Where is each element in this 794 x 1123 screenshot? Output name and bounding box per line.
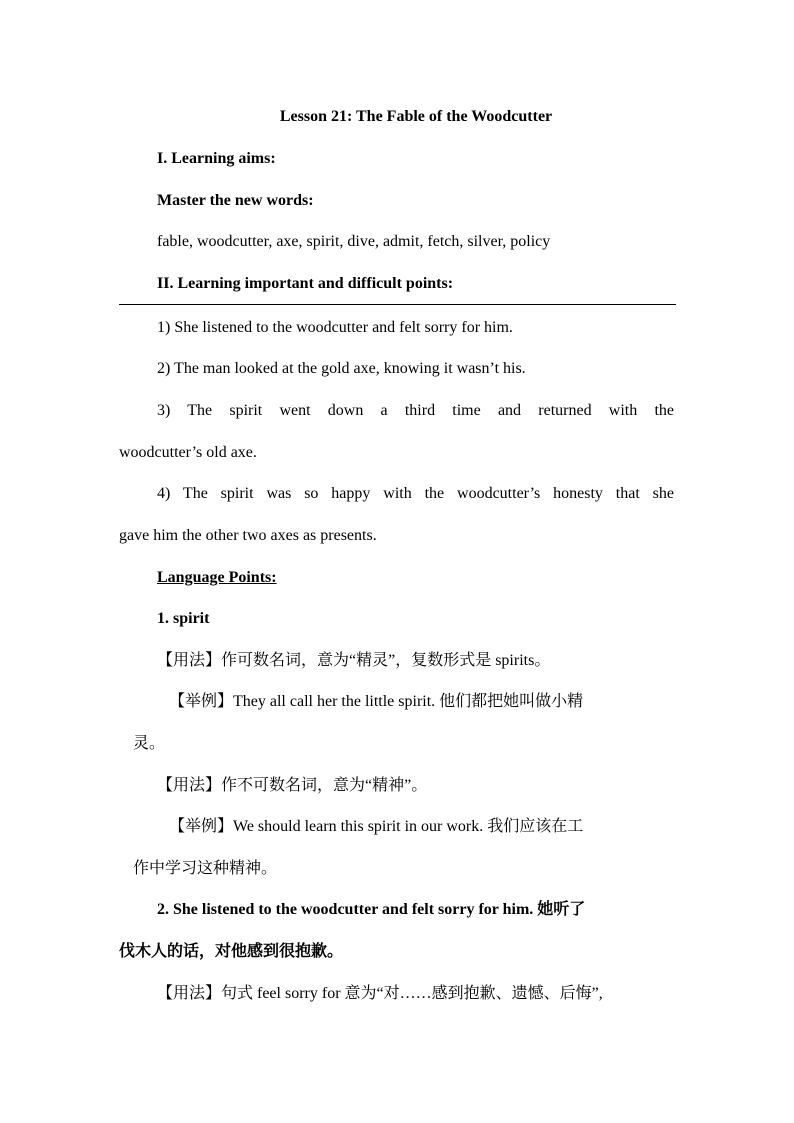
point-item-4-line-2: gave him the other two axes as presents. bbox=[119, 527, 377, 544]
point-2-heading-line-1: 2. She listened to the woodcutter and felt sorry for him. 她听了 bbox=[157, 901, 586, 918]
point-2-heading-line-2: 伐木人的话，对他感到很抱歉。 bbox=[119, 943, 344, 960]
point-1-heading: 1. spirit bbox=[157, 610, 210, 627]
page-title: Lesson 21: The Fable of the Woodcutter bbox=[279, 108, 553, 125]
language-points-heading: Language Points: bbox=[157, 569, 277, 586]
point-item-1: 1) She listened to the woodcutter and felt sorry for him. bbox=[157, 319, 513, 336]
point-1-example-2-line-1: 【举例】We should learn this spirit in our work. 我们应该在工 bbox=[169, 818, 584, 835]
point-1-usage-1: 【用法】作可数名词，意为“精灵”，复数形式是 spirits。 bbox=[157, 652, 551, 669]
point-1-usage-2: 【用法】作不可数名词，意为“精神”。 bbox=[157, 777, 428, 794]
point-1-example-1-line-2: 灵。 bbox=[133, 735, 166, 752]
point-1-example-1-line-1: 【举例】They all call her the little spirit. 他们都把她叫做小精 bbox=[169, 693, 584, 710]
new-words-list: fable, woodcutter, axe, spirit, dive, admit, fetch, silver, policy bbox=[157, 233, 551, 250]
horizontal-rule bbox=[119, 304, 676, 305]
points-heading: II. Learning important and difficult points: bbox=[157, 275, 454, 292]
learning-aims-heading: I. Learning aims: bbox=[157, 150, 276, 167]
point-item-4-line-1: 4) The spirit was so happy with the woodcutter’s honesty that she bbox=[157, 485, 674, 502]
point-2-usage: 【用法】句式 feel sorry for 意为“对……感到抱歉、遗憾、后悔”, bbox=[157, 985, 603, 1002]
point-item-3-line-1: 3) The spirit went down a third time and returned with the bbox=[157, 402, 674, 419]
new-words-heading: Master the new words: bbox=[157, 192, 314, 209]
point-item-2: 2) The man looked at the gold axe, knowing it wasn’t his. bbox=[157, 360, 526, 377]
point-1-example-2-line-2: 作中学习这种精神。 bbox=[133, 860, 278, 877]
point-item-3-line-2: woodcutter’s old axe. bbox=[119, 444, 257, 461]
